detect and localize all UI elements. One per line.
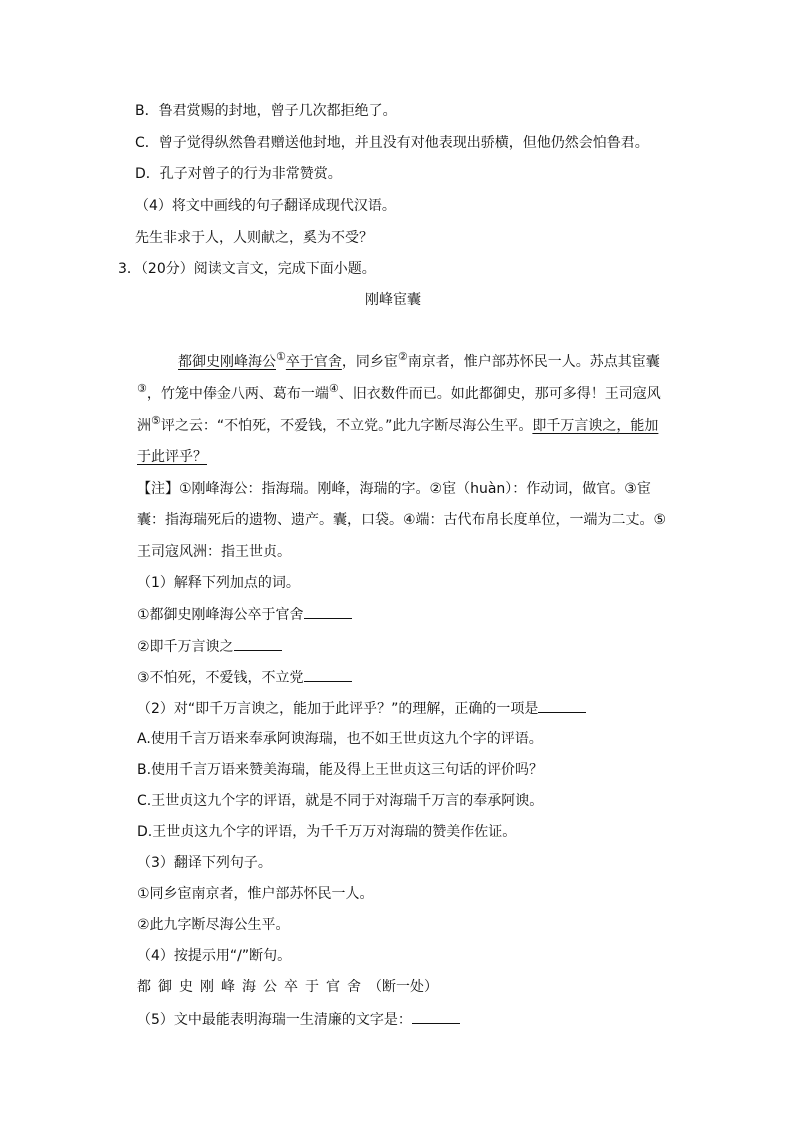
q1-item-3 [137,667,352,688]
q4-hint: （断一处） [368,979,438,995]
passage-underlined: 都御史刚峰海公 [178,354,276,370]
q2-prompt [137,698,586,719]
note-line-2: 囊：指海瑞死后的遗物、遗产。囊，口袋。④端：古代布帛长度单位，一端为二丈。⑤ [137,512,667,528]
note-line-1: 【注】①刚峰海公：指海瑞。刚峰，海瑞的字。②宦（huàn）：作动词，做官。③宦 [137,481,651,497]
q5-prompt [137,1009,460,1030]
passage-underlined: 卒于官舍 [285,354,342,370]
answer-blank[interactable] [304,667,352,682]
answer-blank[interactable] [538,698,586,713]
section-3-heading: 3．（20分）阅读文言文，完成下面小题。 [118,261,376,277]
passage-underlined: 于此评乎？ [137,449,207,465]
q4-prompt: （4）按提示用“/”断句。 [137,948,292,964]
question-4-prompt: （4）将文中画线的句子翻译成现代汉语。 [135,198,396,214]
note-marker: ① [276,350,286,363]
q4-sentence-text: 都御史刚峰海公卒于官舍 [137,979,368,995]
q2-option-c: C.王世贞这九个字的评语，就是不同于对海瑞千万言的奉承阿谀。 [137,793,544,809]
option-b: B．鲁君赏赐的封地，曾子几次都拒绝了。 [135,103,397,119]
q2-option-a: A.使用千言万语来奉承阿谀海瑞，也不如王世贞这九个字的评语。 [137,731,543,747]
q1-item-2 [137,636,282,657]
passage-text: 洲 [137,418,151,434]
passage-text: 、旧衣数件而已。如此都御史，那可多得！王司寇风 [338,386,661,402]
passage-line-4 [137,447,207,467]
note-marker: ③ [137,382,147,395]
q1-item-text: ①都御史刚峰海公卒于官舍 [137,607,304,623]
passage-text: 评之云：“不怕死，不爱钱，不立党。”此九字断尽海公生平。 [160,418,533,434]
note-marker: ⑤ [151,414,161,427]
answer-blank[interactable] [412,1009,460,1024]
question-4-sentence: 先生非求于人，人则献之，奚为不受？ [135,230,373,246]
passage-underlined: 即千万言谀之，能加 [532,418,659,434]
passage-text: ，竹笼中俸金八两、葛布一端 [146,386,329,402]
note-marker: ② [397,350,408,363]
option-c: C．曾子觉得纵然鲁君赠送他封地，并且没有对他表现出骄横，但他仍然会怕鲁君。 [135,135,649,151]
passage-text: ，同乡宦 [341,354,398,370]
q3-item-2: ②此九字断尽海公生平。 [137,917,290,933]
answer-blank[interactable] [234,636,282,651]
q3-prompt: （3）翻译下列句子。 [137,855,272,871]
q1-item-text: ②即千万言谀之 [137,639,234,655]
passage-line-2 [137,384,661,405]
passage-text: 南京者，惟户部苏怀民一人。苏点其宦囊 [407,354,660,370]
q4-sentence [137,977,438,997]
note-line-3: 王司寇风洲：指王世贞。 [137,544,291,560]
q1-item-1 [137,604,352,625]
q3-item-1: ①同乡宦南京者，惟户部苏怀民一人。 [137,886,374,902]
note-marker: ④ [328,382,339,395]
passage-line-3 [137,416,658,437]
q1-item-text: ③不怕死，不爱钱，不立党 [137,670,304,686]
q1-prompt: （1）解释下列加点的词。 [137,575,300,591]
passage-title: 刚峰宦囊 [365,292,421,308]
q5-text: （5）文中最能表明海瑞一生清廉的文字是： [137,1012,412,1028]
passage-line-1 [178,352,660,373]
answer-blank[interactable] [304,604,352,619]
option-d: D．孔子对曾子的行为非常赞赏。 [135,166,342,182]
q2-option-b: B.使用千言万语来赞美海瑞，能及得上王世贞这三句话的评价吗？ [137,762,544,778]
q2-option-d: D.王世贞这九个字的评语，为千千万万对海瑞的赞美作佐证。 [137,824,517,840]
q2-text: （2）对“即千万言谀之，能加于此评乎？”的理解，正确的一项是 [137,701,539,717]
